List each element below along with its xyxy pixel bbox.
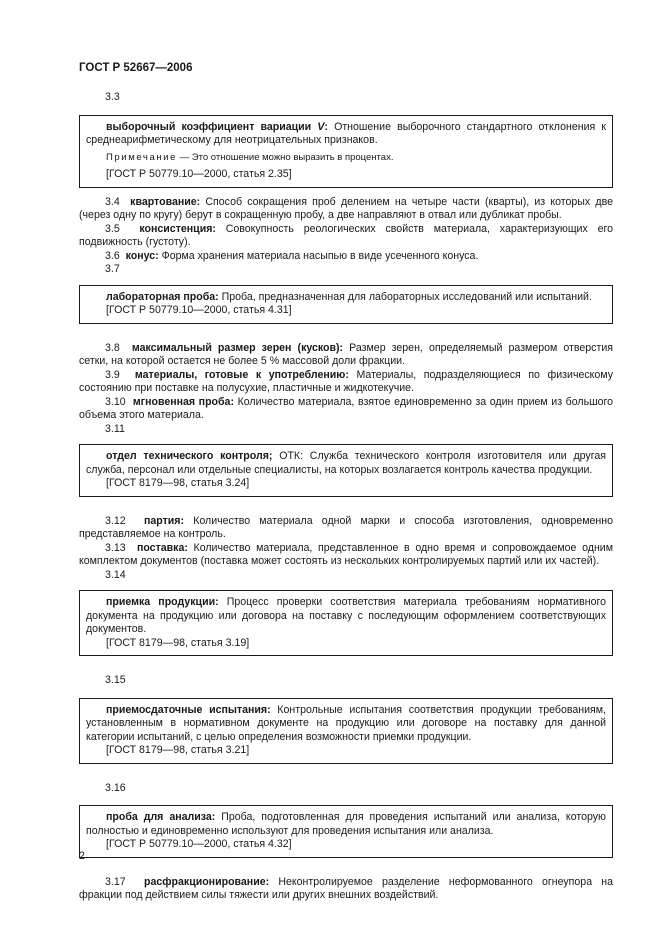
term-source: [ГОСТ 8179—98, статья 3.24] [106, 477, 250, 489]
terms-section [79, 91, 613, 903]
term: выборочный коэффициент вариации V: [106, 120, 328, 133]
entry-number: 3.7 [105, 263, 120, 275]
term-paragraph-3-8: 3.8 максимальный размер зерен (кусков): Размер зерен, определяемый размером отверстия сетки, на которой остается не более 5 % массовой доли фракции. [79, 341, 613, 367]
term-paragraph-3-6: 3.6 конус: Форма хранения материала насыпью в виде усеченного конуса. [105, 249, 479, 262]
term-source: [ГОСТ 8179—98, статья 3.19] [106, 636, 250, 649]
term-definition: лабораторная проба: Проба, предназначенная для лабораторных исследований или испытаний. [106, 290, 592, 303]
document-header: ГОСТ Р 52667—2006 [79, 62, 193, 74]
term-box-3-15 [79, 698, 613, 764]
entry-number: 3.16 [105, 781, 126, 794]
entry-number: 3.11 [105, 422, 125, 435]
term-paragraph-3-10: 3.10 мгновенная проба: Количество материала, взятое единовременно за один прием из большого объема этого материала. [79, 395, 613, 421]
term-source: [ГОСТ Р 50779.10—2000, статья 2.35] [106, 168, 292, 180]
term-source: [ГОСТ 8179—98, статья 3.21] [106, 744, 250, 756]
term-definition: выборочный коэффициент вариации V: Отношение выборочного стандартного отклонения к среднеарифметическому для неотрицательных признаков. [86, 120, 606, 146]
term-box-3-3 [79, 115, 613, 188]
term-definition: отдел технического контроля; ОТК: Служба технического контроля изготовителя или другая служба, персонал или отдельные специалисты, на которых возлагается контроль качества продукции. [86, 450, 606, 476]
term-box-3-14 [79, 590, 613, 656]
term-paragraph-3-12: 3.12 партия: Количество материала одной марки и способа изготовления, одновременно представляемое на контроль. [79, 514, 613, 540]
term-definition: приемка продукции: Процесс проверки соответствия материала требованиям нормативного документа на продукцию или договора на поставку с последующим оформлением соответствующих документов. [86, 596, 606, 635]
entry-number: 3.3 [105, 91, 120, 103]
term-paragraph-3-5: 3.5 консистенция: Совокупность реологических свойств материала, характеризующих его подвижность (густоту). [79, 222, 613, 248]
term-definition: приемосдаточные испытания: Контрольные испытания соответствия продукции требованиям, установленным в нормативном документе на продукцию или договоре на поставку для данной категории испытаний, с целью определения возможности приемки продукции. [86, 703, 606, 743]
term-paragraph-3-13: 3.13 поставка: Количество материала, представленное в одно время и сопровождаемое одним комплектом документов (поставка может состоять из нескольких контролируемых партий или их частей). [79, 541, 613, 567]
term-paragraph-3-17: 3.17 расфракционирование: Неконтролируемое разделение неформованного огнеупора на фракции под действием силы тяжести или других внешних воздействий. [79, 875, 614, 901]
term-note: Примечание — Это отношение можно выразить в процентах. [106, 151, 394, 163]
term-box-3-7 [79, 285, 613, 324]
term-source: [ГОСТ Р 50779.10—2000, статья 4.31] [106, 304, 292, 316]
term-source: [ГОСТ Р 50779.10—2000, статья 4.32] [106, 838, 292, 850]
entry-number: 3.14 [105, 568, 126, 581]
term-box-3-11 [79, 444, 613, 497]
entry-number: 3.15 [105, 674, 126, 686]
term-paragraph-3-9: 3.9 материалы, готовые к употреблению: Материалы, подразделяющиеся по физическому состоянию при поставке на полусухие, пластичные и жидкотекучие. [79, 368, 613, 394]
term-paragraph-3-4: 3.4 квартование: Способ сокращения проб делением на четыре части (кварты), из которых две (через одну по кругу) берут в сокращенную пробу, а две направляют в отвал или дубликат пробы. [79, 195, 613, 221]
term-definition: проба для анализа: Проба, подготовленная для проведения испытаний или анализа, которую полностью и единовременно используют для проведения испытания или анализа. [86, 811, 606, 837]
page-number: 2 [79, 850, 85, 862]
term-box-3-16 [79, 805, 613, 858]
